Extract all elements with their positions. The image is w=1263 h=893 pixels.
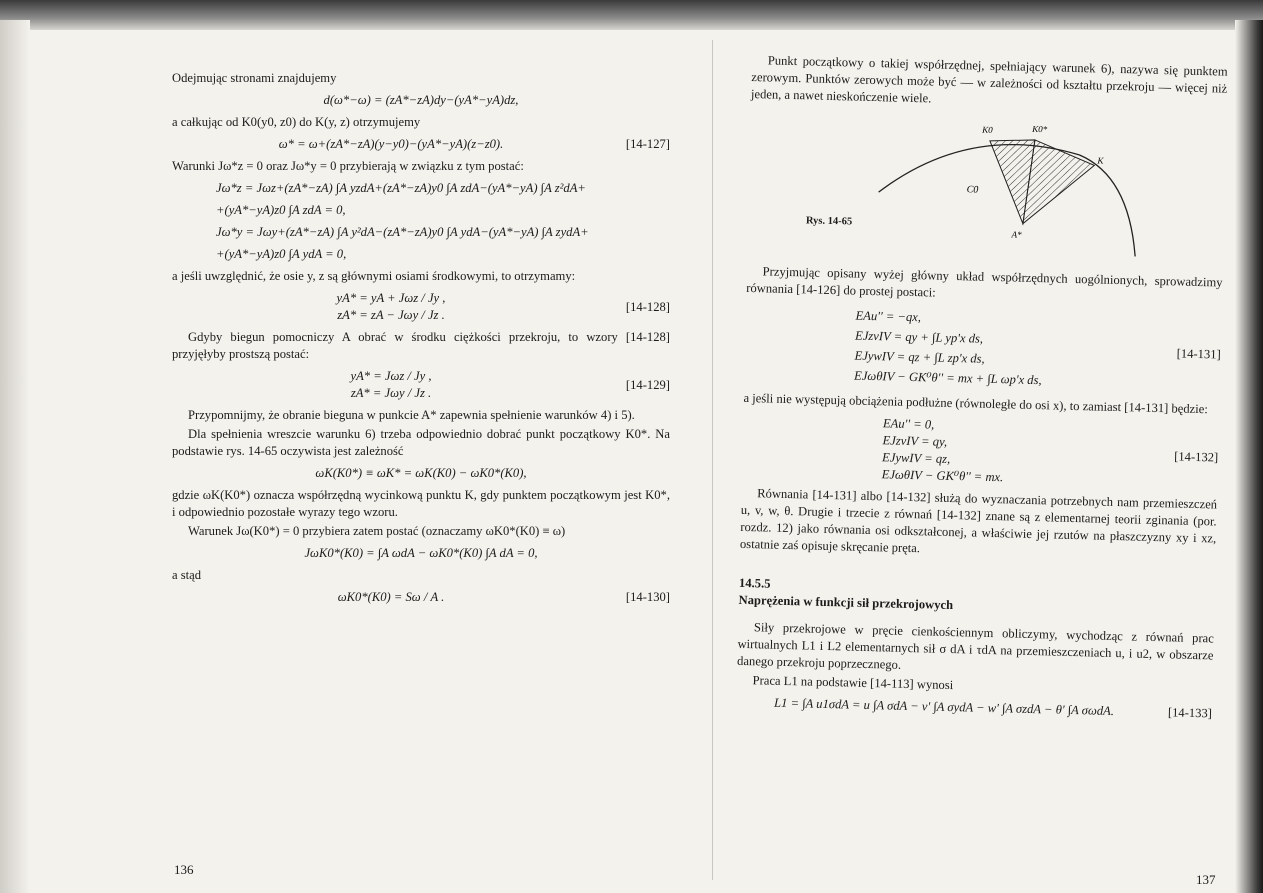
right-page bbox=[736, 52, 1228, 727]
scan-left-edge bbox=[0, 20, 30, 893]
equation: EJywIV = qz, bbox=[881, 450, 951, 466]
paragraph: Gdyby biegun pomocniczy A obrać w środku ciężkości przekroju, to wzory [14-128] przyjęłyby prostszą postać: bbox=[172, 330, 670, 361]
equation-group bbox=[172, 290, 670, 324]
label-k: K bbox=[1097, 155, 1104, 166]
equation: yA* = yA + Jωz / Jy , bbox=[336, 291, 446, 305]
equation-number: [14-128] bbox=[625, 299, 670, 314]
equation: yA* = Jωz / Jy , bbox=[350, 369, 432, 383]
equation: EJywIV = qz + ∫L zp'x ds, bbox=[854, 348, 985, 366]
page-number: 136 bbox=[174, 862, 194, 877]
section-title: Naprężenia w funkcji sił przekrojowych bbox=[738, 592, 954, 613]
equation: EJzvIV = qy, bbox=[882, 433, 948, 449]
label-c0: C0 bbox=[966, 184, 979, 196]
paragraph: Przypomnijmy, że obranie bieguna w punkcie A* zapewnia spełnienie warunków 4) i 5). bbox=[188, 408, 635, 422]
paragraph: a całkując od K0(y0, z0) do K(y, z) otrzymujemy bbox=[172, 115, 421, 129]
paragraph: Punkt początkowy o takiej współrzędnej, spełniający warunek 6), nazywa się punktem zerowym. Punktów zerowych może być — w zależności od kształtu przekroju — więcej niż jeden, a nawet nieskończenie wiele. bbox=[750, 53, 1228, 106]
equation: EJωθIV − GK⁰θ'' = mx. bbox=[881, 467, 1004, 485]
paragraph: Praca L1 na podstawie [14-113] wynosi bbox=[752, 673, 954, 693]
equation-number: [14-133] bbox=[1167, 705, 1213, 721]
equation-number: [14-131] bbox=[1176, 346, 1221, 362]
equation: zA* = zA − Jωy / Jz . bbox=[337, 308, 445, 322]
equation: EAu'' = −qx, bbox=[855, 308, 922, 325]
equation: Jω*y = Jωy+(zA*−zA) ∫A y²dA−(zA*−zA)y0 ∫A ydA−(yA*−yA) ∫A zydA+ bbox=[216, 225, 589, 239]
equation: EJωθIV − GK⁰θ'' = mx + ∫L ωp'x ds, bbox=[853, 368, 1042, 388]
scan-right-edge bbox=[1235, 20, 1263, 893]
left-page bbox=[172, 70, 670, 611]
paragraph: gdzie ωK(K0*) oznacza współrzędną wycinkową punktu K, gdy punktem początkowym jest K0*, i odpowiednio pozostałe wyrazy tego wzoru. bbox=[172, 488, 670, 519]
paragraph: Warunki Jω*z = 0 oraz Jω*y = 0 przybierają w związku z tym postać: bbox=[172, 159, 524, 173]
figure-caption: Rys. 14-65 bbox=[805, 215, 853, 228]
equation: d(ω*−ω) = (zA*−zA)dy−(yA*−yA)dz, bbox=[323, 93, 519, 107]
paragraph: a jeśli nie występują obciążenia podłużne (równoległe do osi x), to zamiast [14-131] będzie: bbox=[743, 390, 1209, 417]
paragraph: Odejmując stronami znajdujemy bbox=[172, 71, 337, 85]
equation-group bbox=[744, 302, 1222, 397]
equation: zA* = Jωy / Jz . bbox=[350, 386, 432, 400]
label-k0-star: K0* bbox=[1032, 123, 1048, 135]
book-gutter bbox=[712, 40, 713, 880]
paragraph: Siły przekrojowe w pręcie cienkościennym obliczymy, wychodząc z równań prac wirtualnych L1 i L2 elementarnych sił σ dA i τdA na przemieszczeniach u, i u2, w obszarze danego przekroju poprzecznego. bbox=[736, 620, 1214, 672]
equation-number: [14-130] bbox=[625, 590, 670, 604]
figure bbox=[747, 107, 1227, 269]
equation-group bbox=[742, 412, 1220, 492]
equation-group bbox=[172, 368, 670, 402]
equation: Jω*z = Jωz+(zA*−zA) ∫A yzdA+(zA*−zA)y0 ∫A zdA−(yA*−yA) ∫A z²dA+ bbox=[216, 181, 586, 195]
paragraph: a stąd bbox=[172, 568, 202, 582]
equation-number: [14-127] bbox=[625, 137, 670, 151]
paragraph: Dla spełnienia wreszcie warunku 6) trzeba odpowiednio dobrać punkt początkowy K0*. Na podstawie rys. 14-65 oczywista jest zależność bbox=[172, 427, 670, 458]
scan-top-shadow bbox=[0, 0, 1263, 30]
equation: ω* = ω+(zA*−zA)(y−y0)−(yA*−yA)(z−z0). [14-127] bbox=[278, 137, 670, 151]
section-number: 14.5.5 bbox=[738, 575, 771, 591]
paragraph: a jeśli uwzględnić, że osie y, z są głównymi osiami środkowymi, to otrzymamy: bbox=[172, 269, 576, 283]
paragraph: Warunek Jω(K0*) = 0 przybiera zatem postać (oznaczamy ωK0*(K0) ≡ ω) bbox=[188, 524, 566, 538]
equation: EAu'' = 0, bbox=[882, 416, 935, 432]
equation: +(yA*−yA)z0 ∫A zdA = 0, bbox=[216, 203, 346, 217]
paragraph: Przyjmując opisany wyżej główny układ współrzędnych uogólnionych, sprowadzimy równania [14-126] do prostej postaci: bbox=[746, 264, 1223, 300]
hatched-area-2 bbox=[1023, 140, 1095, 226]
label-a-star: A* bbox=[1011, 229, 1022, 240]
equation: EJzvIV = qy + ∫L yp'x ds, bbox=[854, 328, 984, 346]
equation: JωK0*(K0) = ∫A ωdA − ωK0*(K0) ∫A dA = 0, bbox=[304, 546, 538, 560]
equation: L1 = ∫A u1σdA = u ∫A σdA − v' ∫A σydA − w' ∫A σzdA − θ' ∫A σωdA. [14-133] bbox=[773, 695, 1213, 721]
paragraph: Równania [14-131] albo [14-132] służą do wyznaczania potrzebnych nam przemieszczeń u, v, w, θ. Drugie i trzecie z równań [14-132] znane są z elementarnej teorii zginania (por. rozdz. 12) jako równania osi odkształconej, a właściwie jej rzutów na płaszczyzny xy i xz, ostatnie zaś opisuje skręcanie pręta. bbox=[739, 486, 1218, 556]
equation: ωK(K0*) ≡ ωK* = ωK(K0) − ωK0*(K0), bbox=[315, 466, 527, 480]
equation-number: [14-132] bbox=[1174, 448, 1219, 465]
figure-drawing bbox=[747, 107, 1227, 269]
equation-number: [14-129] bbox=[625, 377, 670, 392]
page-number: 137 bbox=[1196, 872, 1216, 887]
equation: +(yA*−yA)z0 ∫A ydA = 0, bbox=[216, 247, 347, 261]
equation: ωK0*(K0) = Sω / A . [14-130] bbox=[337, 590, 670, 604]
label-k0: K0 bbox=[982, 124, 993, 135]
